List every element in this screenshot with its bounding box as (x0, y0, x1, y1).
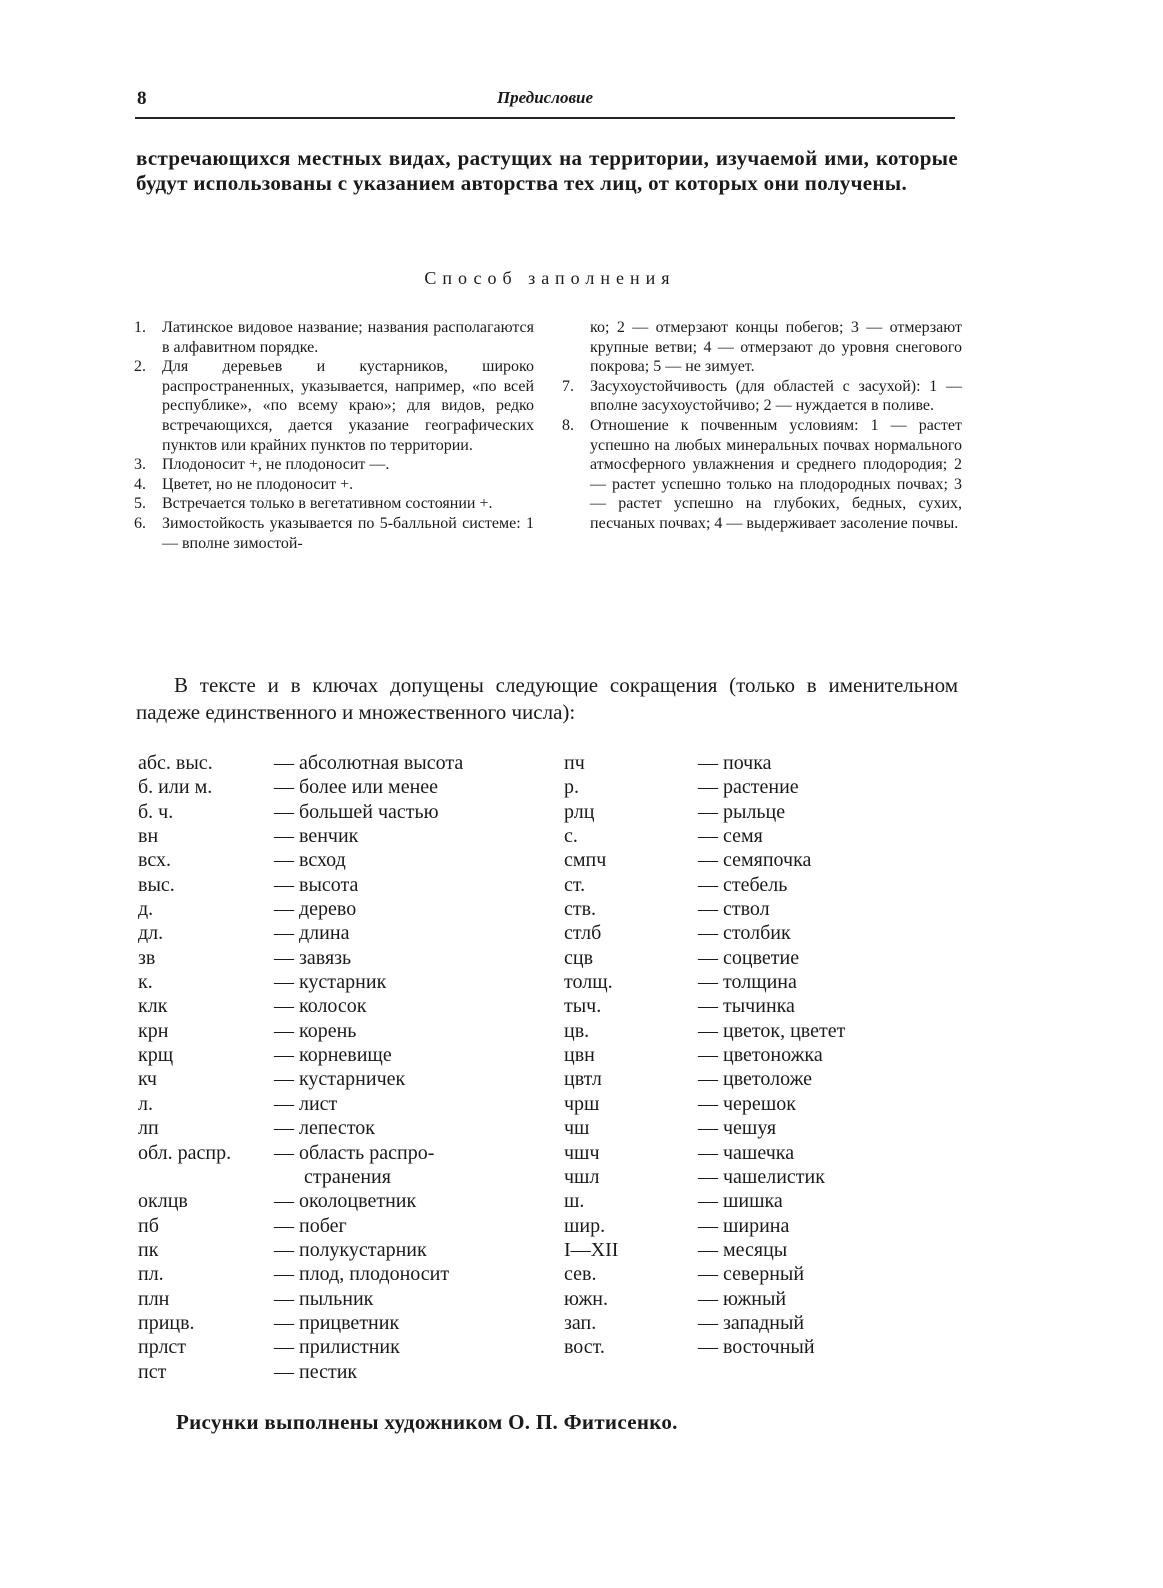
instruction-item (134, 318, 534, 357)
abbreviations-right-column (564, 751, 964, 1360)
abbreviation: зв (138, 946, 156, 969)
abbreviation: оклцв (138, 1190, 188, 1213)
abbreviation-row (138, 1141, 558, 1165)
abbreviation: пст (138, 1360, 167, 1383)
abbreviation-definition: — семя (698, 825, 763, 848)
section-title: Способ заполнения (424, 268, 676, 288)
abbreviation-definition: — шишка (698, 1190, 783, 1213)
abbreviation-definition-continuation: странения (304, 1165, 391, 1188)
instruction-continuation: ко; 2 — отмерзают концы побегов; 3 — отмерзают крупные ветви; 4 — отмерзают до уровня снегового покрова; 5 — не зимует. (590, 319, 962, 376)
abbreviation: прицв. (138, 1311, 195, 1334)
abbreviation-definition: — растение (698, 776, 799, 799)
abbreviation-definition: — чешуя (698, 1117, 777, 1140)
abbreviation-definition: — стебель (698, 873, 788, 896)
abbreviation-row (138, 1043, 558, 1067)
intro-paragraph: встречающихся местных видах, растущих на территории, изучаемой ими, которые будут использованы с указанием авторства тех лиц, от которых они получены. (136, 146, 958, 195)
abbreviation-definition: — большей частью (274, 800, 439, 823)
instruction-text: Зимостойкость указывается по 5-балльной системе: 1 — вполне зимостой- (162, 514, 534, 552)
instruction-number: 6. (134, 514, 146, 532)
abbreviation-row (564, 921, 964, 945)
abbreviation-definition: — почка (698, 752, 772, 774)
abbreviation-row (564, 848, 964, 872)
abbreviation: вост. (564, 1336, 605, 1359)
abbreviation: тыч. (564, 995, 602, 1018)
abbreviation-row (564, 970, 964, 994)
abbreviation: ст. (564, 873, 586, 896)
instruction-number: 7. (562, 377, 574, 395)
instruction-item (134, 455, 534, 475)
abbreviation: сев. (564, 1263, 597, 1286)
abbreviation: цвн (564, 1044, 595, 1067)
abbreviation-definition: — лепесток (274, 1117, 376, 1140)
abbreviation-definition: — высота (274, 873, 359, 896)
instruction-number: 1. (134, 319, 146, 336)
abbreviation-definition: — тычинка (698, 995, 795, 1018)
abbreviation-row (138, 1311, 558, 1335)
abbreviation-definition: — рыльце (698, 800, 786, 823)
abbreviation: абс. выс. (138, 752, 213, 774)
abbreviation: прлст (138, 1336, 187, 1359)
abbreviation-row (564, 946, 964, 970)
abbreviation-row (138, 873, 558, 897)
abbreviation-row (564, 1238, 964, 1262)
abbreviation-definition: — плод, плодоносит (274, 1263, 450, 1286)
abbreviation-row (138, 1019, 558, 1043)
abbreviation: плн (138, 1287, 170, 1310)
abbreviation: чшл (564, 1165, 600, 1188)
abbreviation-definition: — околоцветник (274, 1190, 417, 1213)
abbreviation: толщ. (564, 971, 613, 994)
abbreviation: крн (138, 1019, 169, 1042)
abbreviation-row (138, 1189, 558, 1213)
abbreviation-definition: — корень (274, 1019, 357, 1042)
abbreviation-row (564, 775, 964, 799)
instructions-left-column (134, 318, 534, 553)
abbreviation-row (138, 897, 558, 921)
instruction-text: Встречается только в вегетативном состоянии +. (162, 495, 493, 513)
abbreviation: д. (138, 898, 154, 921)
abbreviation-definition: — пестик (274, 1360, 358, 1383)
abbreviation-definition: — столбик (698, 922, 791, 945)
abbreviation-definition: — абсолютная высота (274, 752, 464, 774)
instruction-text: Отношение к почвенным условиям: 1 — растет успешно на любых минеральных почвах нормального атмосферного увлажнения и среднего плодородия; 2 — растет успешно только на плодородных почвах; 3 — растет успешно на глубоких, бедных, сухих, песчаных почвах; 4 — выдерживает засоление почвы. (590, 416, 962, 532)
abbreviation: л. (138, 1092, 153, 1115)
abbreviation: к. (138, 971, 153, 994)
abbreviation: б. ч. (138, 800, 174, 823)
abbreviation-row (564, 800, 964, 824)
abbreviation-row (564, 1043, 964, 1067)
abbreviation-definition: — восточный (698, 1336, 815, 1359)
illustration-credits: Рисунки выполнены художником О. П. Фитисенко. (176, 1410, 678, 1434)
abbreviation-row (564, 1165, 964, 1189)
abbreviation: выс. (138, 873, 175, 896)
instruction-text: Для деревьев и кустарников, широко распространенных, указывается, например, «по всей республике», «по всему краю»; для видов, редко встречающихся, дается указание географических пунктов или крайних пунктов по территории. (162, 358, 534, 454)
abbreviation-row (564, 824, 964, 848)
abbreviation-row (138, 1287, 558, 1311)
abbreviation: пб (138, 1214, 159, 1237)
abbreviation-definition: — цветок, цветет (698, 1019, 846, 1042)
instruction-number: 3. (134, 456, 146, 474)
abbreviation-row (564, 751, 964, 775)
abbreviation: I—XII (564, 1238, 619, 1261)
running-title: Предисловие (496, 88, 594, 107)
abbreviations-intro-text: В тексте и в ключах допущены следующие сокращения (только в именительном падеже единственного и множественного числа): (136, 673, 958, 724)
abbreviation-row (138, 751, 558, 775)
abbreviation: ш. (564, 1190, 585, 1213)
abbreviation: цвтл (564, 1068, 602, 1091)
instruction-item (134, 357, 534, 455)
instruction-text: Цветет, но не плодоносит +. (162, 475, 354, 493)
abbreviation-definition: — черешок (698, 1092, 796, 1115)
abbreviation: южн. (564, 1287, 608, 1310)
abbreviation: б. или м. (138, 776, 213, 799)
abbreviation-definition: — чашечка (698, 1141, 795, 1164)
abbreviation-row (138, 800, 558, 824)
abbreviation-row (138, 824, 558, 848)
abbreviation: р. (564, 776, 579, 799)
abbreviation-row (138, 970, 558, 994)
instruction-number: 8. (562, 416, 574, 434)
abbreviation-row (138, 1214, 558, 1238)
abbreviation-row (564, 1335, 964, 1359)
instruction-text: Плодоносит +, не плодоносит —. (162, 456, 390, 474)
instruction-number: 2. (134, 358, 146, 376)
abbreviation: лп (138, 1117, 159, 1140)
abbreviation: всх. (138, 849, 171, 872)
abbreviation: шир. (564, 1214, 606, 1237)
abbreviation: цв. (564, 1019, 590, 1042)
abbreviation: пк (138, 1238, 159, 1261)
abbreviation-row (138, 921, 558, 945)
abbreviation: с. (564, 825, 578, 848)
abbreviation: пч (564, 752, 585, 774)
abbreviation: зап. (564, 1311, 597, 1334)
abbreviation-row (138, 775, 558, 799)
abbreviation: крщ (138, 1044, 174, 1067)
instruction-item (134, 514, 534, 553)
abbreviation-row (564, 1092, 964, 1116)
abbreviation: смпч (564, 849, 607, 872)
abbreviation-row (564, 1262, 964, 1286)
abbreviation-definition: — северный (698, 1263, 805, 1286)
abbreviation-definition: — цветоложе (698, 1068, 813, 1091)
abbreviation: сцв (564, 946, 594, 969)
abbreviation-row (138, 1092, 558, 1116)
abbreviation-row (138, 1067, 558, 1091)
abbreviation-row (138, 1238, 558, 1262)
abbreviation: вн (138, 825, 159, 848)
instruction-item (134, 475, 534, 495)
abbreviation: обл. распр. (138, 1141, 232, 1164)
abbreviation-definition: — длина (274, 922, 350, 945)
abbreviation-row (564, 897, 964, 921)
abbreviation-row (564, 1287, 964, 1311)
instruction-item (134, 494, 534, 514)
abbreviation-row (564, 1141, 964, 1165)
abbreviation: дл. (138, 922, 164, 945)
instruction-item (562, 377, 962, 416)
abbreviation-definition: — чашелистик (698, 1165, 825, 1188)
abbreviation-definition: — полукустарник (274, 1238, 427, 1261)
abbreviation-row (564, 1019, 964, 1043)
instructions-right-column (562, 318, 962, 534)
abbreviation-row (564, 1189, 964, 1213)
abbreviation-row (564, 1067, 964, 1091)
abbreviation-row (138, 946, 558, 970)
abbreviation-row (138, 1262, 558, 1286)
abbreviations-intro (136, 672, 958, 726)
abbreviation-definition: — дерево (274, 898, 357, 921)
abbreviation-row (564, 1214, 964, 1238)
abbreviation-row (564, 1311, 964, 1335)
abbreviation-definition: — семяпочка (698, 849, 812, 872)
abbreviation-definition: — кустарничек (274, 1068, 406, 1091)
instruction-item (562, 416, 962, 534)
abbreviation-row (138, 1116, 558, 1140)
abbreviation-definition: — ширина (698, 1214, 790, 1237)
abbreviation-definition: — ствол (698, 898, 770, 921)
abbreviation: рлц (564, 800, 595, 823)
abbreviation-row (138, 848, 558, 872)
abbreviation-definition: — завязь (274, 946, 352, 969)
abbreviation-row (564, 994, 964, 1018)
abbreviation-definition: — месяцы (698, 1238, 788, 1261)
abbreviation-definition: — более или менее (274, 776, 439, 799)
abbreviation-row (564, 873, 964, 897)
instruction-number: 4. (134, 475, 146, 493)
abbreviation-definition: — кустарник (274, 971, 387, 994)
abbreviation-definition: — прицветник (274, 1311, 400, 1334)
abbreviation-definition: — цветоножка (698, 1044, 823, 1067)
page-header (135, 85, 955, 119)
abbreviation-definition: — пыльник (274, 1287, 374, 1310)
abbreviation: чшч (564, 1141, 600, 1164)
abbreviation-definition: — южный (698, 1287, 787, 1310)
abbreviation: чш (564, 1117, 590, 1140)
abbreviation: чрш (564, 1092, 600, 1115)
abbreviation-definition: — корневище (274, 1044, 392, 1067)
abbreviation: пл. (138, 1263, 164, 1286)
abbreviation-definition: — колосок (274, 995, 367, 1018)
abbreviation-row (564, 1116, 964, 1140)
abbreviation-row (138, 1360, 558, 1384)
instruction-text: Засухоустойчивость (для областей с засухой): 1 — вполне засухоустойчиво; 2 — нуждается в поливе. (590, 377, 962, 415)
abbreviation-definition: — прилистник (274, 1336, 400, 1359)
instruction-number: 5. (134, 495, 146, 513)
abbreviation-definition: — побег (274, 1214, 347, 1237)
abbreviation: стлб (564, 922, 602, 945)
page-number: 8 (137, 88, 147, 109)
abbreviation-definition: — лист (274, 1092, 338, 1115)
abbreviation-definition: — область распро- (274, 1141, 435, 1164)
abbreviation: клк (138, 995, 168, 1018)
abbreviation-definition: — соцветие (698, 946, 800, 969)
abbreviation: ств. (564, 898, 597, 921)
abbreviation-row (138, 994, 558, 1018)
abbreviations-left-column (138, 751, 558, 1384)
abbreviation-definition: — толщина (698, 971, 797, 994)
abbreviation-definition: — западный (698, 1311, 805, 1334)
abbreviation-definition: — всход (274, 849, 346, 872)
abbreviation-definition: — венчик (274, 825, 359, 848)
instruction-text: Латинское видовое название; названия располагаются в алфавитном порядке. (162, 319, 534, 356)
abbreviation-row (138, 1335, 558, 1359)
abbreviation: кч (138, 1068, 157, 1091)
